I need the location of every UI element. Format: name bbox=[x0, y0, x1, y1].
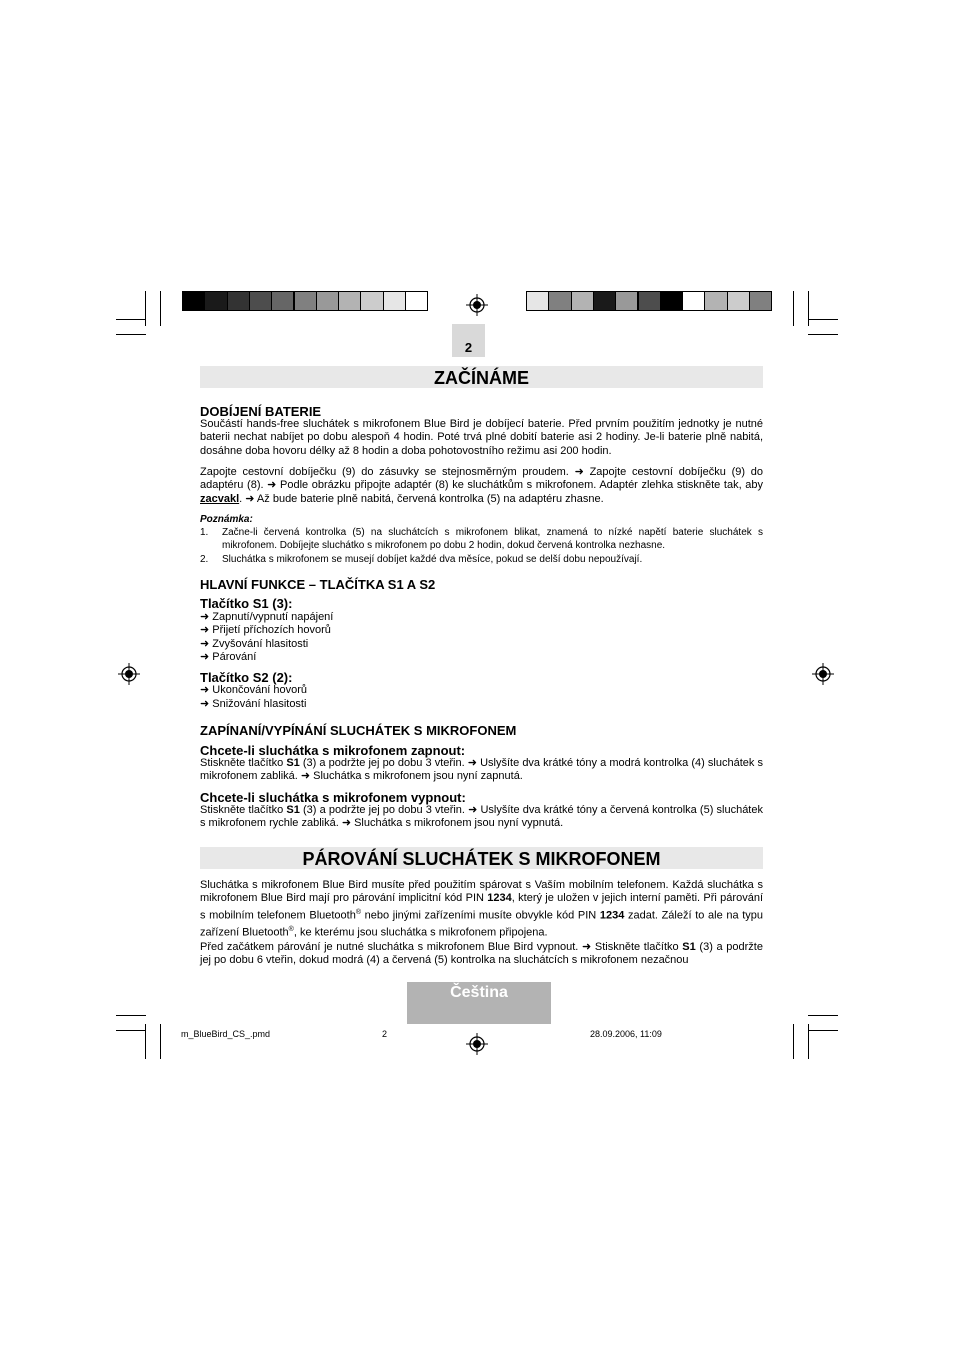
color-swatch bbox=[593, 291, 616, 311]
footer-date: 28.09.2006, 11:09 bbox=[590, 1029, 662, 1039]
color-swatch bbox=[548, 291, 571, 311]
color-swatch bbox=[338, 291, 361, 311]
page-number: 2 bbox=[452, 324, 485, 357]
color-swatch bbox=[294, 291, 317, 311]
pairing-paragraph-2: Před začátkem párování je nutné sluchátka s mikrofonem Blue Bird vypnout. ➜ Stiskněte tlačítko S1 (3) a podržte jej po dobu 6 vteřin, dokud modrá (4) a červená (5) kontrolka na sluchátcích s mikrofonem nezačnou bbox=[200, 941, 763, 967]
color-swatch bbox=[749, 291, 772, 311]
section-title-pairing: PÁROVÁNÍ SLUCHÁTEK S MIKROFONEM bbox=[200, 847, 763, 869]
color-swatch bbox=[227, 291, 250, 311]
footer-filename: m_BlueBird_CS_.pmd bbox=[181, 1029, 271, 1039]
note-label: Poznámka: bbox=[200, 514, 253, 525]
color-swatch bbox=[271, 291, 294, 311]
list-item: ➜ Zvyšování hlasitosti bbox=[200, 638, 309, 650]
color-swatch bbox=[249, 291, 272, 311]
color-swatch bbox=[638, 291, 661, 311]
heading-on-off: ZAPÍNANÍ/VYPÍNÁNÍ SLUCHÁTEK S MIKROFONEM bbox=[200, 723, 517, 738]
list-item: ➜ Párování bbox=[200, 651, 257, 663]
registration-mark-icon bbox=[118, 663, 140, 685]
color-swatch bbox=[204, 291, 227, 311]
switch-off-paragraph: Stiskněte tlačítko S1 (3) a podržte jej po dobu 3 vteřin. ➜ Uslyšíte dva krátké tóny a červená kontrolka (5) sluchátek s mikrofonem rychle zabliká. ➜ Sluchátka s mikrofonem jsou nyní vypnutá. bbox=[200, 804, 763, 830]
color-swatch bbox=[571, 291, 594, 311]
heading-functions: HLAVNÍ FUNKCE – TLAČÍTKA S1 A S2 bbox=[200, 577, 436, 592]
color-swatch bbox=[526, 291, 549, 311]
note-1: 1. Začne-li červená kontrolka (5) na sluchátcích s mikrofonem blikat, znamená to nízké napětí baterie sluchátek s mikrofonem. Dobíjejte sluchátko s mikrofonem po dobu 2 hodin, dokud červená kontrolka nezhasne. bbox=[200, 527, 763, 551]
color-swatch bbox=[360, 291, 383, 311]
color-swatch bbox=[182, 291, 205, 311]
language-tab: Čeština bbox=[407, 982, 551, 1024]
color-swatch bbox=[682, 291, 705, 311]
color-swatch bbox=[383, 291, 406, 311]
charging-paragraph-2: Zapojte cestovní dobíječku (9) do zásuvky se stejnosměrným proudem. ➜ Zapojte cestovní dobíječku (9) do adaptéru (8). ➜ Podle obrázku připojte adaptér (8) ke sluchátkům s mikrofonem. Adaptér zlehka stiskněte tak, aby zacvakl. ➜ Až bude baterie plně nabitá, červená kontrolka (5) na adaptéru zhasne. bbox=[200, 466, 763, 505]
list-item: ➜ Ukončování hovorů bbox=[200, 684, 308, 696]
heading-switch-on: Chcete-li sluchátka s mikrofonem zapnout: bbox=[200, 743, 466, 758]
pairing-paragraph-1: Sluchátka s mikrofonem Blue Bird musíte před použitím spárovat s Vaším mobilním telefonem. Každá sluchátka s mikrofonem Blue Bird mají pro párování implicitní kód PIN 1234, který je uložen v jejich interní paměti. Při párování s mobilním telefonem Bluetooth® nebo jinými zařízeními musíte obvykle kód PIN 1234 zadat. Záleží to ale na typu zařízení Bluetooth®, ke kterému jsou sluchátka s mikrofonem připojena. bbox=[200, 879, 763, 939]
list-item: ➜ Snižování hlasitosti bbox=[200, 698, 307, 710]
heading-charging: DOBÍJENÍ BATERIE bbox=[200, 404, 322, 419]
registration-mark-icon bbox=[812, 663, 834, 685]
color-swatch bbox=[660, 291, 683, 311]
color-swatch bbox=[727, 291, 750, 311]
registration-mark-icon bbox=[466, 294, 488, 316]
list-item: ➜ Přijetí příchozích hovorů bbox=[200, 624, 331, 636]
switch-on-paragraph: Stiskněte tlačítko S1 (3) a podržte jej po dobu 3 vteřin. ➜ Uslyšíte dva krátké tóny a modrá kontrolka (4) sluchátek s mikrofonem zabliká. ➜ Sluchátka s mikrofonem jsou nyní zapnutá. bbox=[200, 757, 763, 783]
color-swatch bbox=[615, 291, 638, 311]
charging-paragraph-1: Součástí hands-free sluchátek s mikrofonem Blue Bird je dobíjecí baterie. Před prvním použitím jednotky je nutné baterii nechat nabíjet po dobu alespoň 4 hodin. Poté trvá plné dobití baterie asi 2 hodiny. Je-li baterie plně nabitá, dosáhne doba hovoru délky až 8 hodin a doba pohotovostního režimu asi 200 hodin. bbox=[200, 418, 763, 457]
color-swatch bbox=[316, 291, 339, 311]
color-swatch bbox=[405, 291, 428, 311]
color-swatch bbox=[704, 291, 727, 311]
section-title-zaciname: ZAČÍNÁME bbox=[200, 366, 763, 388]
heading-s1: Tlačítko S1 (3): bbox=[200, 596, 293, 611]
footer-page: 2 bbox=[382, 1029, 388, 1039]
note-2: 2. Sluchátka s mikrofonem se musejí dobíjet každé dva měsíce, pokud se delší dobu nepoužívají. bbox=[200, 554, 643, 565]
registration-mark-icon bbox=[466, 1033, 488, 1055]
heading-s2: Tlačítko S2 (2): bbox=[200, 670, 293, 685]
heading-switch-off: Chcete-li sluchátka s mikrofonem vypnout: bbox=[200, 790, 466, 805]
list-item: ➜ Zapnutí/vypnutí napájení bbox=[200, 611, 334, 623]
